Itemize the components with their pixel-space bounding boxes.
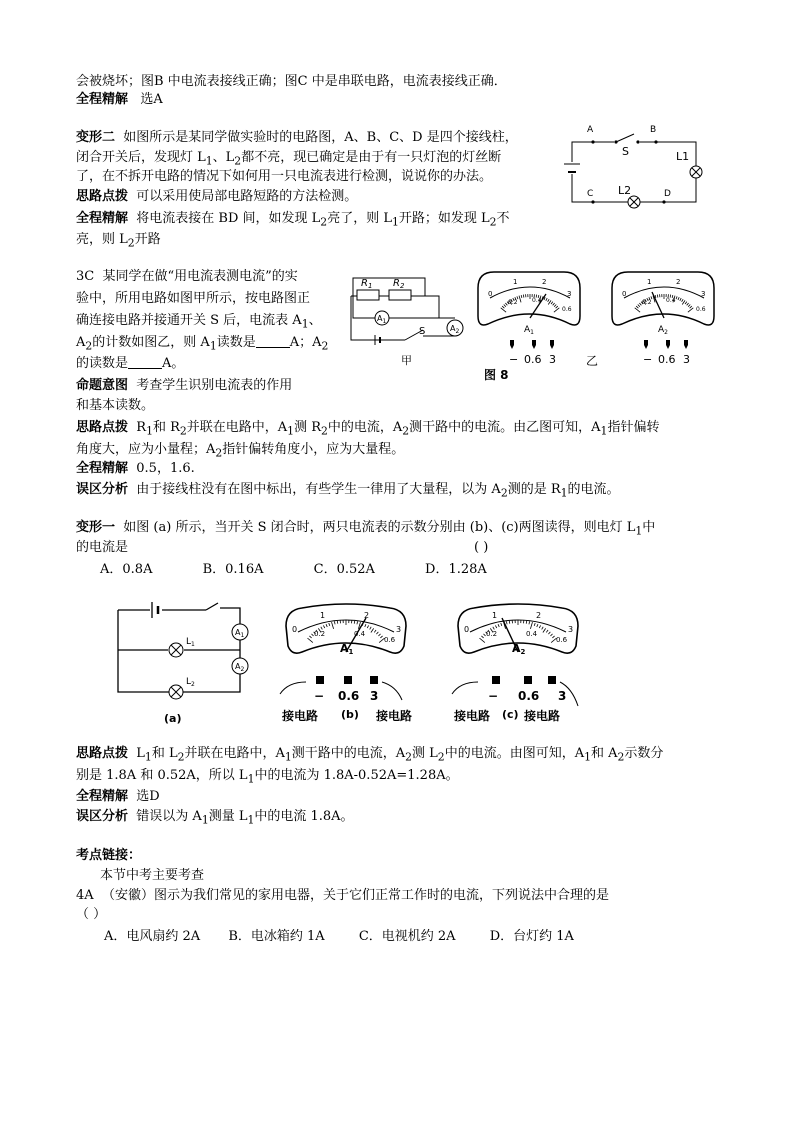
answer-label: 全程精解 — [76, 461, 129, 476]
ammeter-dial-a1 — [474, 266, 586, 370]
variant-two-line2: 闭合开关后，发现灯 $L_1$、$L_2$都不亮，现已确定是由于有一只灯泡的灯丝断 — [76, 150, 502, 168]
option-a[interactable]: A．0.8A — [100, 562, 153, 577]
svg-text:0: 0 — [622, 290, 627, 298]
answer-paren[interactable]: （ ） — [76, 907, 107, 922]
svg-text:L1: $L_1$ — [186, 637, 195, 648]
svg-text:A2: A2 — [512, 642, 526, 656]
hint-line: 思路点拨 $R_1$和 $R_2$并联在电路中，$A_1$测 $R_2$中的电流，$A_2$测干路中的电流。由乙图可知，$A_1$指针偏转 — [76, 420, 660, 438]
svg-text:2: 2 — [536, 611, 542, 620]
option-a[interactable]: A．电风扇约 2A — [104, 929, 201, 944]
option-c[interactable]: C．0.52A — [313, 562, 375, 577]
svg-text:1: 1 — [492, 611, 498, 620]
switch-label: S — [622, 145, 629, 158]
svg-text:0.6: 0.6 — [562, 306, 572, 313]
text-line: 本节中考主要考查 — [100, 868, 205, 883]
svg-text:0.4: 0.4 — [666, 297, 676, 304]
question-4a-line: 4A （安徽）图示为我们常见的家用电器，关于它们正常工作时的电流，下列说法中合理的是 — [76, 888, 609, 903]
answer-label: 全程精解 — [76, 92, 129, 107]
answer-line: 全程精解 0.5，1.6. — [76, 461, 195, 476]
svg-text:3: 3 — [568, 625, 574, 634]
option-d[interactable]: D．台灯约 1A — [489, 929, 574, 944]
svg-text:0.2: 0.2 — [642, 299, 652, 306]
dial-tick — [526, 621, 527, 624]
svg-text:2: 2 — [676, 278, 681, 286]
a2-reading-blank[interactable] — [128, 355, 162, 369]
figure-8-label: 图 8 — [484, 368, 509, 382]
svg-text:0.6: 0.6 — [524, 353, 542, 366]
svg-text:A2: $A_2$ — [658, 325, 668, 336]
dial-tick — [523, 295, 524, 298]
variant-two-line1: 变形二 如图所示是某同学做实验时的电路图，A、B、C、D 是四个接线柱， — [76, 130, 518, 145]
hint-label: 思路点拨 — [76, 746, 129, 761]
svg-text:0.6: 0.6 — [556, 636, 568, 644]
figure-b-label: (b) — [341, 708, 359, 721]
problem-3c-line1: 3C 某同学在做“用电流表测电流”的实 — [76, 269, 298, 284]
svg-text:接电路: 接电路 — [282, 709, 319, 723]
answer-label: 全程精解 — [76, 211, 129, 226]
svg-text:3: 3 — [567, 290, 572, 298]
svg-text:S: S — [419, 326, 426, 337]
svg-text:0.4: 0.4 — [354, 630, 366, 638]
problem-id: 4A — [76, 888, 94, 903]
option-b[interactable]: B．电冰箱约 1A — [228, 929, 325, 944]
answer-line: 全程精解 选D — [76, 789, 160, 804]
dial-tick — [657, 295, 658, 298]
svg-text:2: 2 — [364, 611, 370, 620]
svg-text:接电路: 接电路 — [524, 709, 561, 723]
problem-3c-line2: 验中，所用电路如图甲所示，按电路图正 — [76, 291, 311, 306]
lamp-l2-label: L2 — [618, 184, 632, 197]
variant-label: 变形二 — [76, 130, 116, 145]
svg-text:0.2: 0.2 — [508, 299, 518, 306]
svg-text:A1: $A_1$ — [377, 314, 387, 325]
figure-jia-label: 甲 — [401, 354, 412, 367]
option-d[interactable]: D．1.28A — [425, 562, 487, 577]
svg-text:3: 3 — [396, 625, 402, 634]
svg-text:1: 1 — [320, 611, 326, 620]
svg-text:接电路: 接电路 — [454, 709, 491, 723]
svg-text:0.6: 0.6 — [338, 689, 360, 703]
ammeter-dial-a2 — [608, 266, 720, 370]
terminal-d-label: D — [664, 189, 671, 199]
answer-line-2: 亮，则 $L_2$开路 — [76, 232, 161, 250]
circuit-figure-abcd — [560, 118, 710, 218]
terminal-c-label: C — [587, 189, 594, 199]
circuit-figure-jia — [345, 262, 475, 370]
svg-text:R1: $R_1$ — [361, 278, 373, 290]
options-row — [100, 560, 487, 580]
svg-text:0.6: 0.6 — [658, 353, 676, 366]
error-line: 误区分析 由于接线柱没有在图中标出，有些学生一律用了大量程，以为 $A_2$测的是 $R_1$的电流。 — [76, 482, 620, 500]
lamp-l1-icon — [690, 166, 702, 178]
dial-tick — [509, 621, 510, 624]
svg-text:接电路: 接电路 — [376, 709, 413, 723]
intent-label: 命题意图 — [76, 378, 129, 393]
answer-paren[interactable]: ( ) — [474, 540, 489, 555]
svg-text:−: − — [314, 689, 325, 703]
answer-text: 选A — [140, 92, 163, 107]
svg-text:0: 0 — [488, 290, 493, 298]
section-title: 考点链接： — [76, 848, 142, 863]
svg-text:2: 2 — [542, 278, 547, 286]
terminal-b-label: B — [650, 125, 657, 135]
svg-text:1: 1 — [647, 278, 652, 286]
circuit-figure-a — [110, 598, 260, 726]
hint-line: 思路点拨 $L_1$和 $L_2$并联在电路中，$A_1$测干路中的电流，$A_2$测 $L_2$中的电流。由图可知，$A_1$和 $A_2$示数分 — [76, 746, 664, 764]
lamp-l1-label: L1 — [676, 150, 690, 163]
dial-tick — [354, 621, 355, 624]
lamp-l2-icon — [169, 685, 183, 699]
svg-text:R2: $R_2$ — [393, 278, 405, 290]
svg-text:−: − — [643, 353, 653, 366]
options-row — [104, 927, 574, 947]
svg-text:0.6: 0.6 — [696, 306, 706, 313]
answer-line — [76, 90, 163, 110]
svg-text:3: 3 — [558, 689, 567, 703]
svg-text:A1: $A_1$ — [524, 325, 534, 336]
svg-text:0: 0 — [464, 625, 470, 634]
hint-line: 思路点拨 可以采用使局部电路短路的方法检测。 — [76, 189, 358, 204]
svg-text:A2: $A_2$ — [450, 324, 460, 335]
hint-label: 思路点拨 — [76, 189, 129, 204]
problem-3c-line4: $A_2$的计数如图乙，则 $A_1$读数是 A；$A_2$ — [76, 335, 329, 353]
text-line: 会被烧坏；图B 中电流表接线正确；图C 中是串联电路，电流表接线正确． — [76, 74, 507, 89]
svg-text:0.2: 0.2 — [314, 630, 326, 638]
dial-tick — [337, 621, 338, 624]
answer-line: 全程精解 将电流表接在 BD 间，如发现 $L_2$亮了，则 $L_1$开路；如发现 $L_2$不 — [76, 211, 510, 229]
svg-text:0.4: 0.4 — [532, 297, 542, 304]
svg-text:3: 3 — [370, 689, 379, 703]
hint-label: 思路点拨 — [76, 420, 129, 435]
error-label: 误区分析 — [76, 482, 129, 497]
variant-one-line1: 变形一 如图 (a) 所示，当开关 S 闭合时，两只电流表的示数分别由 (b)、(c)两图读得，则电灯 $L_1$中 — [76, 520, 656, 538]
error-line: 误区分析 错误以为 $A_1$测量 $L_1$中的电流 1.8A。 — [76, 809, 354, 827]
ammeter-dial-b — [272, 596, 422, 732]
resistor-r2 — [389, 290, 411, 300]
problem-3c-line3: 确连接电路并接通开关 S 后，电流表 $A_1$、 — [76, 313, 322, 331]
intent-line: 命题意图 考查学生识别电流表的作用 — [76, 378, 293, 393]
figure-c-label: (c) — [502, 708, 519, 721]
problem-id: 3C — [76, 269, 95, 284]
answer-label: 全程精解 — [76, 789, 129, 804]
svg-text:A1: A1 — [340, 642, 354, 656]
ammeter-dial-c — [444, 596, 594, 732]
error-label: 误区分析 — [76, 809, 129, 824]
hint-line-2: 别是 1.8A 和 0.52A，所以 $L_1$中的电流为 1.8A-0.52A=1.28A。 — [76, 768, 459, 786]
variant-one-line2: 的电流是 ( ) — [76, 540, 489, 555]
svg-text:0.6: 0.6 — [518, 689, 540, 703]
svg-text:L2: $L_2$ — [186, 677, 195, 688]
variant-two-line3: 了，在不拆开电路的情况下如何用一只电流表进行检测，说说你的办法。 — [76, 169, 493, 184]
hint-line-2: 角度大，应为小量程；$A_2$指针偏转角度小，应为大量程。 — [76, 442, 405, 460]
svg-text:−: − — [509, 353, 519, 366]
option-b[interactable]: B．0.16A — [202, 562, 264, 577]
variant-label: 变形一 — [76, 520, 116, 535]
terminal-a-label: A — [587, 125, 594, 135]
svg-text:A2: $A_2$ — [235, 662, 245, 673]
svg-text:0.6: 0.6 — [384, 636, 396, 644]
svg-text:0.2: 0.2 — [486, 630, 498, 638]
a1-reading-blank[interactable] — [256, 334, 290, 348]
svg-text:0: 0 — [292, 625, 298, 634]
svg-text:3: 3 — [683, 353, 690, 366]
svg-text:1: 1 — [513, 278, 518, 286]
svg-text:−: − — [488, 689, 499, 703]
figure-yi-label: 乙 — [586, 354, 599, 368]
svg-text:A1: $A_1$ — [235, 628, 245, 639]
resistor-r1 — [357, 290, 379, 300]
option-c[interactable]: C．电视机约 2A — [358, 929, 456, 944]
problem-3c-line5: 的读数是 A。 — [76, 356, 185, 371]
figure-a-label: (a) — [164, 712, 182, 725]
intent-line-2: 和基本读数。 — [76, 398, 155, 413]
svg-text:0.4: 0.4 — [526, 630, 538, 638]
svg-text:3: 3 — [549, 353, 556, 366]
lamp-l1-icon — [169, 643, 183, 657]
lamp-l2-icon — [628, 196, 640, 208]
svg-text:3: 3 — [701, 290, 706, 298]
